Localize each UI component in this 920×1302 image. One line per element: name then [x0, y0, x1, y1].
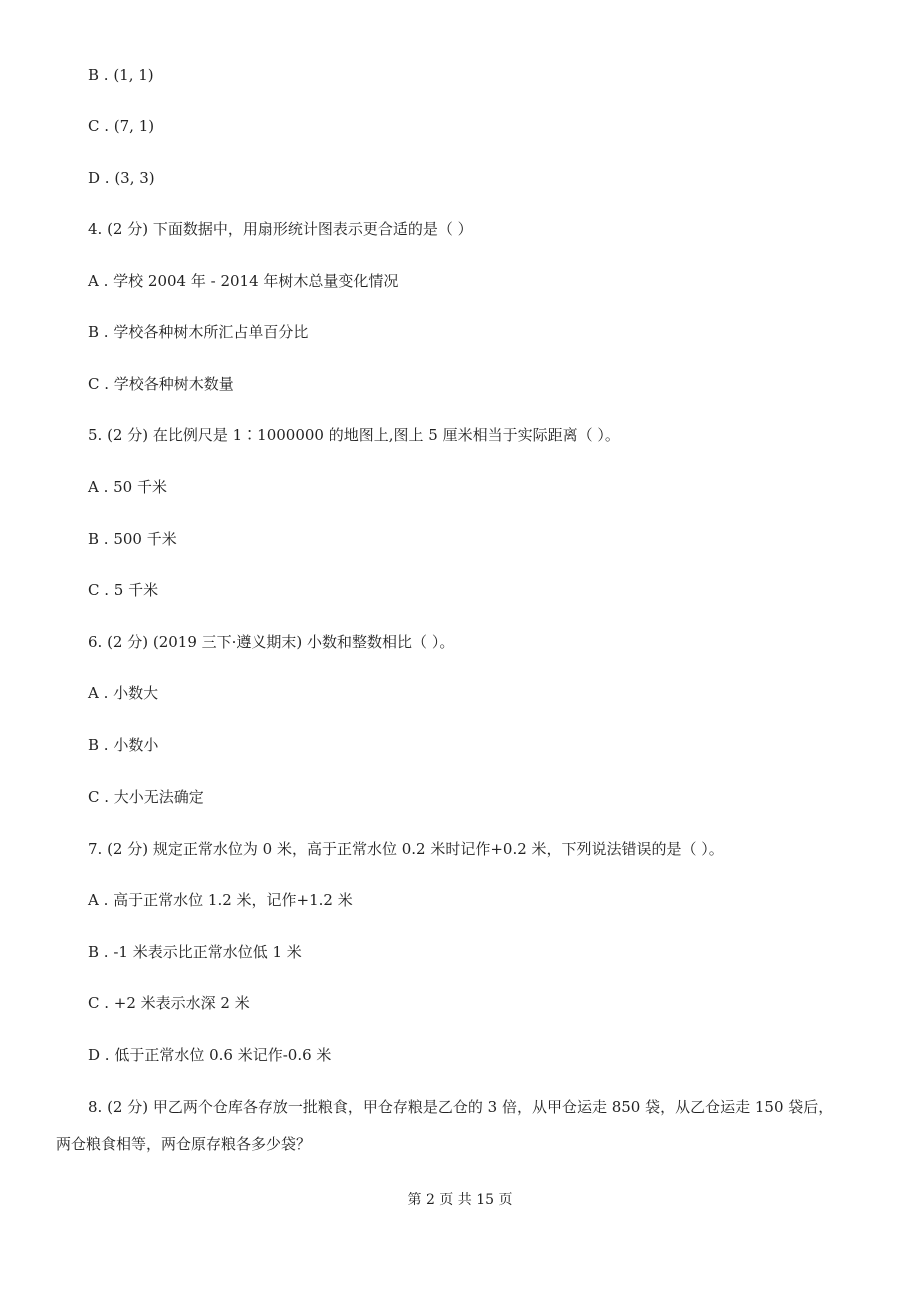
q3-option-c: C . (7, 1): [88, 117, 155, 135]
q6-option-b: B . 小数小: [88, 736, 159, 754]
q4-option-b: B . 学校各种树木所汇占单百分比: [88, 323, 309, 341]
q8-stem-line1: 8. (2 分) 甲乙两个仓库各存放一批粮食，甲仓存粮是乙仓的 3 倍，从甲仓运走 850 袋，从乙仓运走 150 袋后，: [88, 1098, 834, 1116]
q7-option-b: B . -1 米表示比正常水位低 1 米: [88, 943, 302, 961]
q4-option-a: A . 学校 2004 年 - 2014 年树木总量变化情况: [88, 272, 399, 290]
q5-option-c: C . 5 千米: [88, 581, 159, 599]
q8-stem-line2: 两仓粮食相等，两仓原存粮各多少袋？: [56, 1135, 312, 1153]
q7-option-c: C . +2 米表示水深 2 米: [88, 994, 250, 1012]
q6-option-c: C . 大小无法确定: [88, 788, 204, 806]
q5-option-a: A . 50 千米: [88, 478, 167, 496]
q3-option-d: D . (3, 3): [88, 169, 155, 187]
q7-option-a: A . 高于正常水位 1.2 米，记作+1.2 米: [88, 891, 353, 909]
q5-stem: 5. (2 分) 在比例尺是 1∶1000000 的地图上,图上 5 厘米相当于实际距离（ ）。: [88, 426, 620, 444]
q4-stem: 4. (2 分) 下面数据中，用扇形统计图表示更合适的是（ ）: [88, 220, 473, 238]
q7-option-d: D . 低于正常水位 0.6 米记作-0.6 米: [88, 1046, 332, 1064]
q6-stem: 6. (2 分) (2019 三下·遵义期末) 小数和整数相比（ ）。: [88, 633, 455, 651]
page-footer: 第 2 页 共 15 页: [407, 1192, 513, 1208]
q4-option-c: C . 学校各种树木数量: [88, 375, 234, 393]
q3-option-b: B . (1, 1): [88, 66, 154, 84]
q7-stem: 7. (2 分) 规定正常水位为 0 米，高于正常水位 0.2 米时记作+0.2 米，下列说法错误的是（ ）。: [88, 840, 724, 858]
q5-option-b: B . 500 千米: [88, 530, 177, 548]
q6-option-a: A . 小数大: [88, 684, 159, 702]
